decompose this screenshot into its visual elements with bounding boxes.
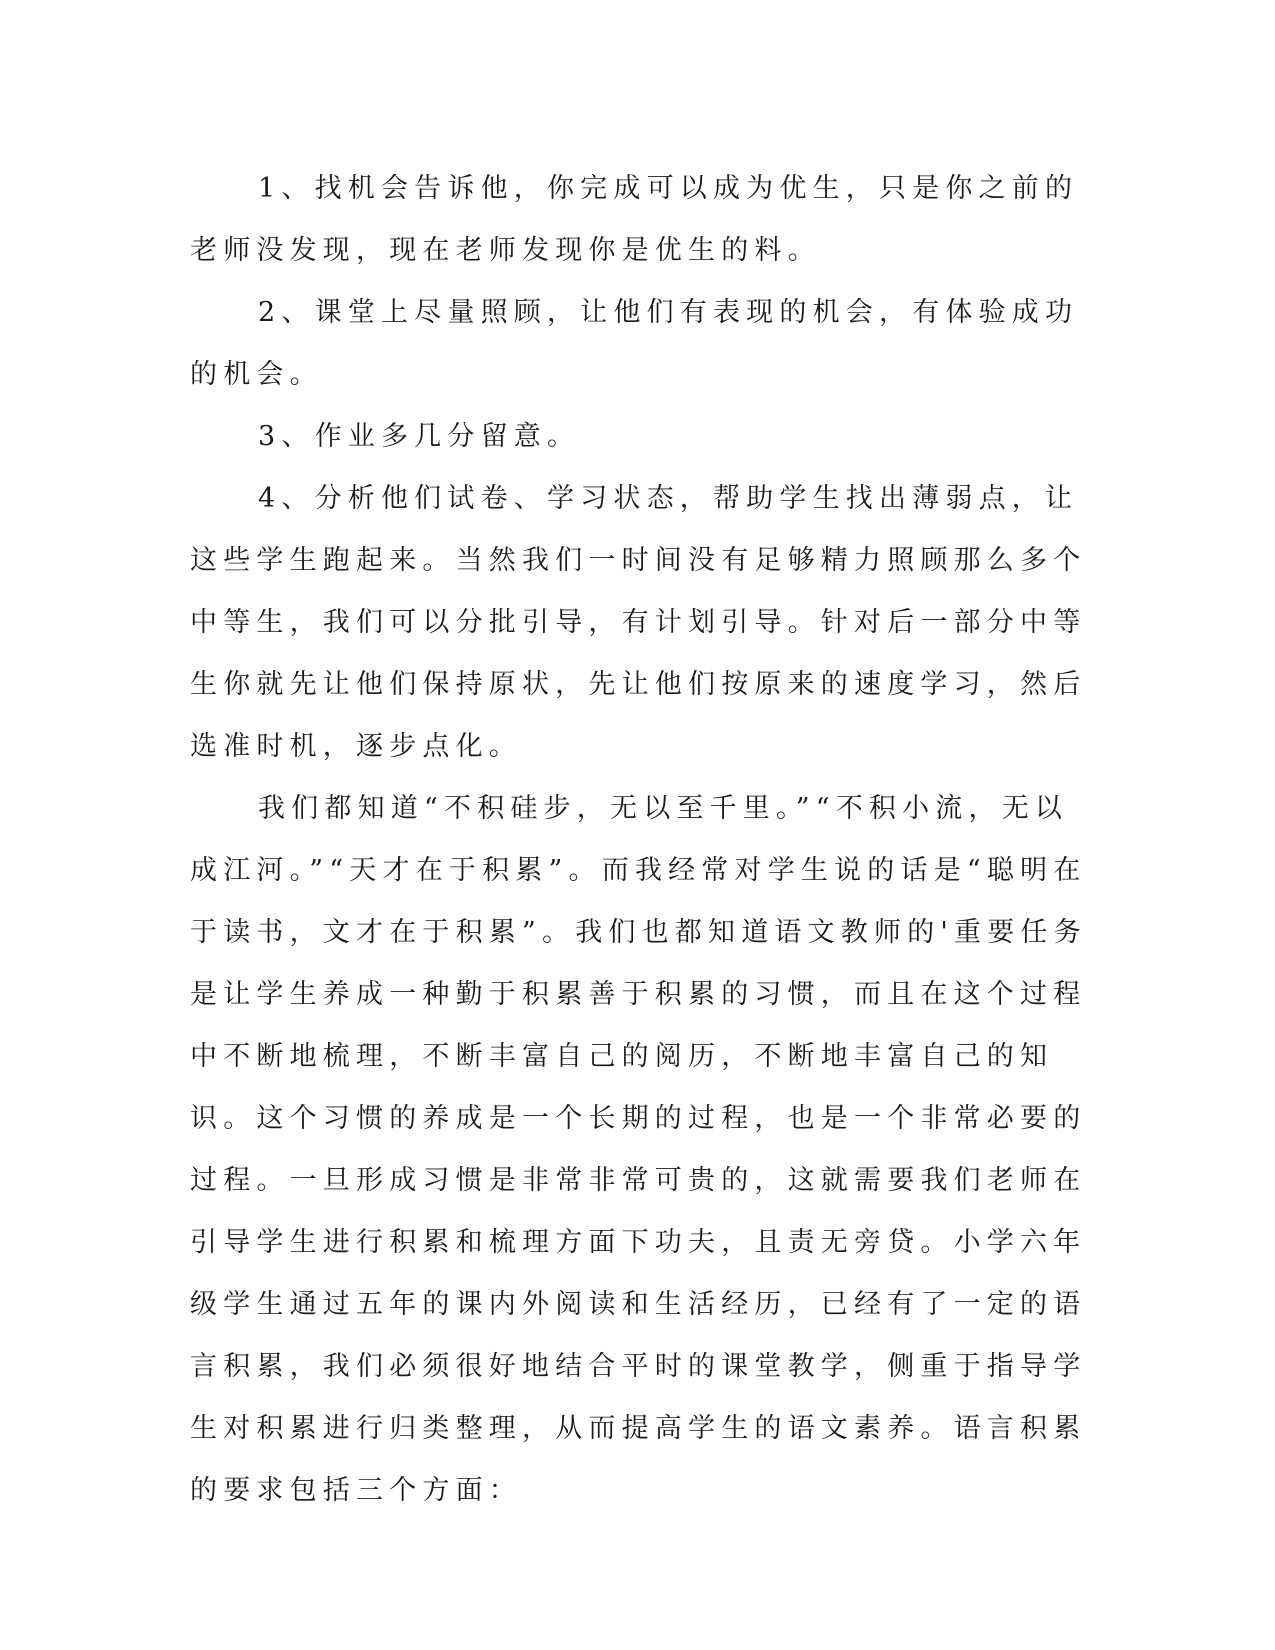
paragraph-4: 4、分析他们试卷、学习状态，帮助学生找出薄弱点，让这些学生跑起来。当然我们一时间没有足够精力照顾那么多个中等生，我们可以分批引导，有计划引导。针对后一部分中等生你就先让他们保持原状，先让他们按原来的速度学习，然后选准时机，逐步点化。 (190, 483, 1087, 762)
body-text (190, 158, 1090, 1522)
paragraph-1: 1、找机会告诉他，你完成可以成为优生，只是你之前的老师没发现，现在老师发现你是优生的料。 (190, 173, 1079, 266)
paragraph-5: 我们都知道“不积硅步，无以至千里。”“不积小流，无以成江河。”“天才在于积累”。而我经常对学生说的话是“聪明在于读书，文才在于积累”。我们也都知道语文教师的'重要任务是让学生养成一种勤于积累善于积累的习惯，而且在这个过程中不断地梳理，不断丰富自己的阅历，不断地丰富自己的知识。这个习惯的养成是一个长期的过程，也是一个非常必要的过程。一旦形成习惯是非常非常可贵的，这就需要我们老师在引导学生进行积累和梳理方面下功夫，且责无旁贷。小学六年级学生通过五年的课内外阅读和生活经历，已经有了一定的语言积累，我们必须很好地结合平时的课堂教学，侧重于指导学生对积累进行归类整理，从而提高学生的语文素养。语言积累的要求包括三个方面： (190, 793, 1087, 1506)
paragraph-3: 3、作业多几分留意。 (258, 421, 581, 452)
paragraph-2: 2、课堂上尽量照顾，让他们有表现的机会，有体验成功的机会。 (190, 297, 1079, 390)
